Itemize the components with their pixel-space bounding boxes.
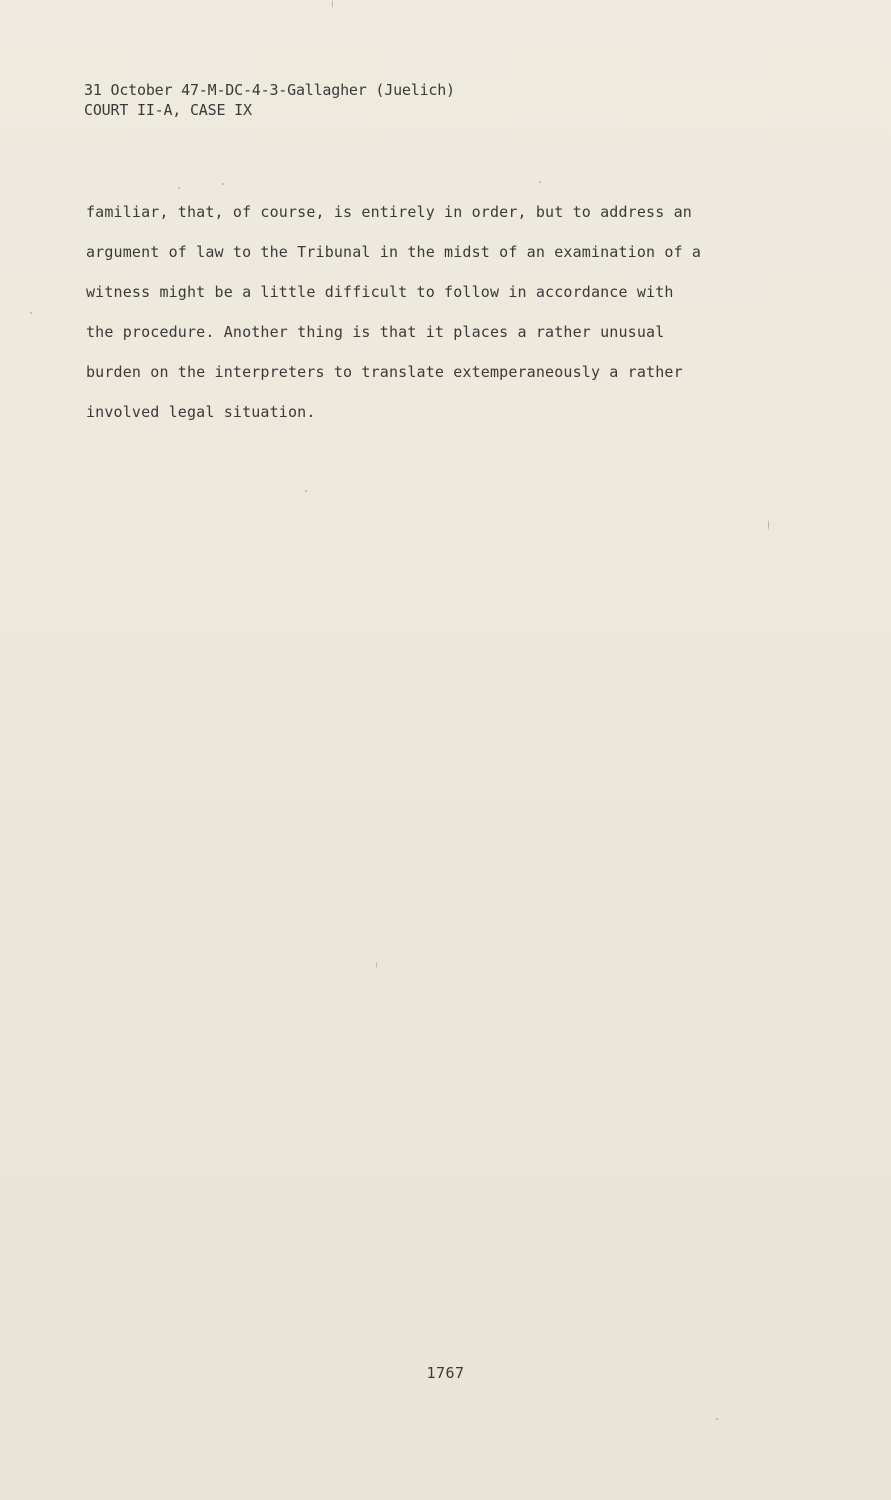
transcript-line: argument of law to the Tribunal in the midst of an examination of a	[86, 243, 702, 261]
transcript-line: burden on the interpreters to translate extemperaneously a rather	[86, 363, 683, 381]
paper-speck	[305, 490, 307, 492]
paper-speck	[716, 1418, 718, 1420]
transcript-line: involved legal situation.	[86, 403, 316, 421]
paper-speck	[376, 962, 377, 968]
paper-speck	[768, 520, 769, 530]
transcript-line: witness might be a little difficult to follow in accordance with	[86, 283, 674, 301]
paper-speck	[30, 312, 32, 314]
header-session-line: 31 October 47-M-DC-4-3-Gallagher (Juelich)	[84, 81, 455, 99]
document-header	[84, 80, 684, 120]
paper-speck	[178, 187, 180, 189]
paper-speck	[332, 0, 333, 8]
paper-speck	[539, 181, 541, 183]
paper-speck	[222, 183, 224, 185]
transcript-line: the procedure. Another thing is that it places a rather unusual	[86, 323, 665, 341]
header-court-line: COURT II-A, CASE IX	[84, 101, 252, 119]
transcript-body	[86, 192, 746, 432]
page-number: 1767	[426, 1364, 465, 1382]
transcript-line: familiar, that, of course, is entirely in order, but to address an	[86, 203, 692, 221]
